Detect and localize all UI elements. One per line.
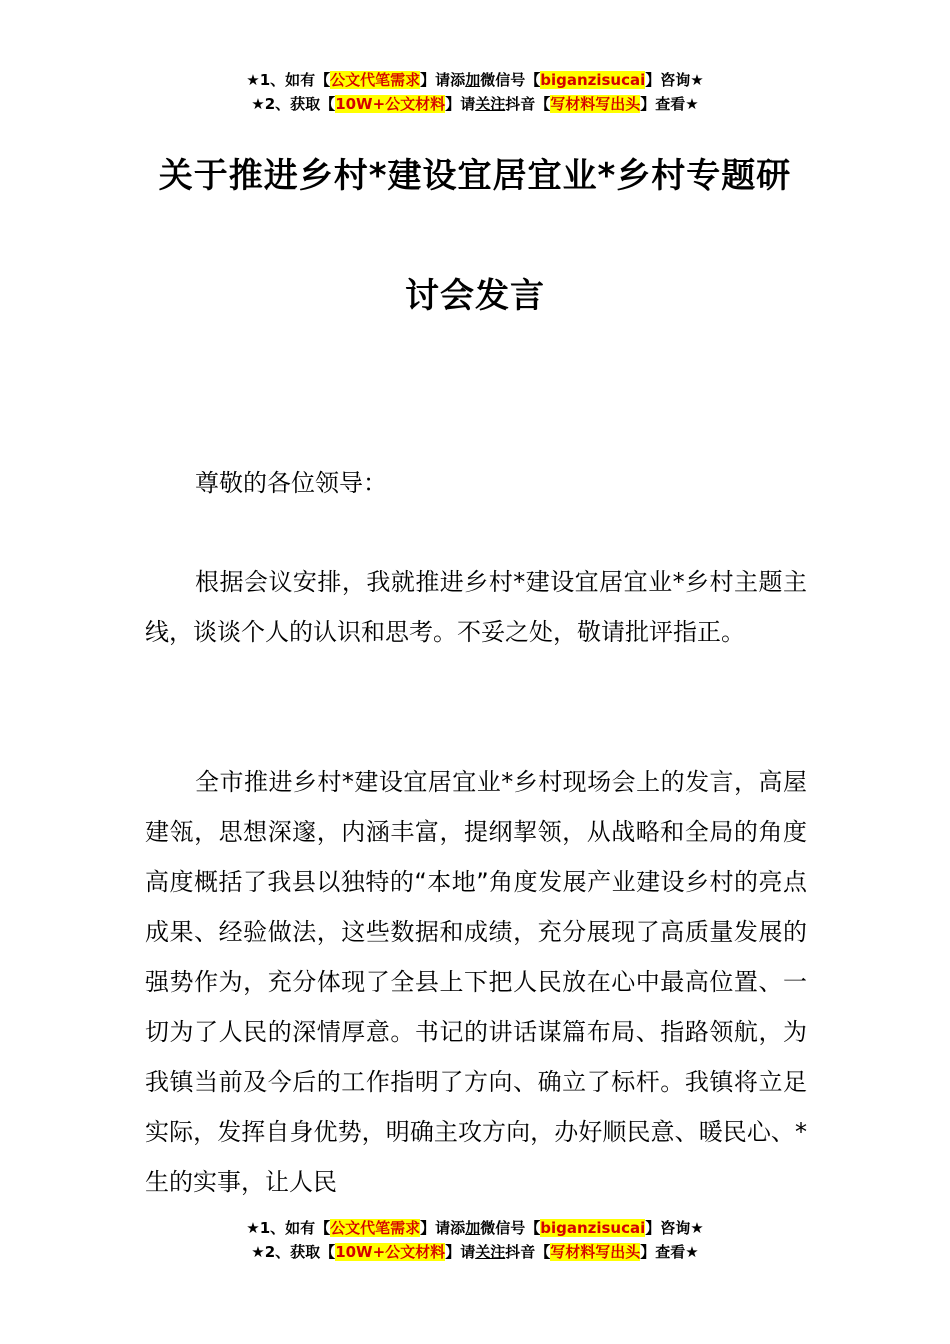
promo-banner-top — [0, 68, 950, 116]
promo-highlight: 公文代笔需求 — [330, 1219, 421, 1237]
promo-underline: 加 — [465, 1219, 481, 1237]
promo-highlight-douyin: 写材料写出头 — [550, 95, 641, 113]
promo-underline: 加 — [465, 71, 481, 89]
salutation: 尊敬的各位领导： — [195, 469, 387, 497]
promo-underline: 关注 — [475, 95, 506, 113]
promo-text: ★2、获取【 — [251, 1243, 336, 1261]
promo-text: ★2、获取【 — [251, 95, 336, 113]
promo-text: 】请 — [445, 95, 476, 113]
promo-text: 】请添 — [420, 1219, 466, 1237]
promo-highlight: 10W+公文材料 — [335, 95, 446, 113]
promo-line-1 — [0, 68, 950, 92]
promo-text: 抖音【 — [505, 95, 551, 113]
promo-text: ★1、如有【 — [246, 71, 331, 89]
promo-highlight: 10W+公文材料 — [335, 1243, 446, 1261]
paragraph-1: 根据会议安排，我就推进乡村*建设宜居宜业*乡村主题主线，谈谈个人的认识和思考。不妥之处，敬请批评指正。 — [145, 568, 807, 646]
promo-text: 微信号【 — [480, 1219, 541, 1237]
promo-line-2 — [0, 1240, 950, 1264]
promo-text: 】咨询★ — [645, 71, 704, 89]
promo-text: 】咨询★ — [645, 1219, 704, 1237]
paragraph-2: 全市推进乡村*建设宜居宜业*乡村现场会上的发言，高屋建瓴，思想深邃，内涵丰富，提纲挈领，从战略和全局的角度高度概括了我县以独特的“本地”角度发展产业建设乡村的亮点成果、经验做法，这些数据和成绩，充分展现了高质量发展的强势作为，充分体现了全县上下把人民放在心中最高位置、一切为了人民的深情厚意。书记的讲话谋篇布局、指路领航，为我镇当前及今后的工作指明了方向、确立了标杆。我镇将立足实际，发挥自身优势，明确主攻方向，办好顺民意、暖民心、*生的实事，让人民 — [145, 768, 807, 1196]
promo-highlight-wechat-id: biganzisucai — [540, 1219, 646, 1237]
promo-text: 】请添 — [420, 71, 466, 89]
promo-line-2 — [0, 92, 950, 116]
promo-text: 抖音【 — [505, 1243, 551, 1261]
promo-line-1 — [0, 1216, 950, 1240]
promo-text: 】查看★ — [640, 1243, 699, 1261]
promo-banner-bottom — [0, 1216, 950, 1264]
promo-text: 微信号【 — [480, 71, 541, 89]
document-title-line-2: 讨会发言 — [405, 276, 545, 316]
promo-underline: 关注 — [475, 1243, 506, 1261]
document-title-line-1: 关于推进乡村*建设宜居宜业*乡村专题研 — [158, 156, 792, 196]
promo-highlight-douyin: 写材料写出头 — [550, 1243, 641, 1261]
promo-text: 】查看★ — [640, 95, 699, 113]
promo-text: 】请 — [445, 1243, 476, 1261]
promo-highlight: 公文代笔需求 — [330, 71, 421, 89]
promo-text: ★1、如有【 — [246, 1219, 331, 1237]
promo-highlight-wechat-id: biganzisucai — [540, 71, 646, 89]
